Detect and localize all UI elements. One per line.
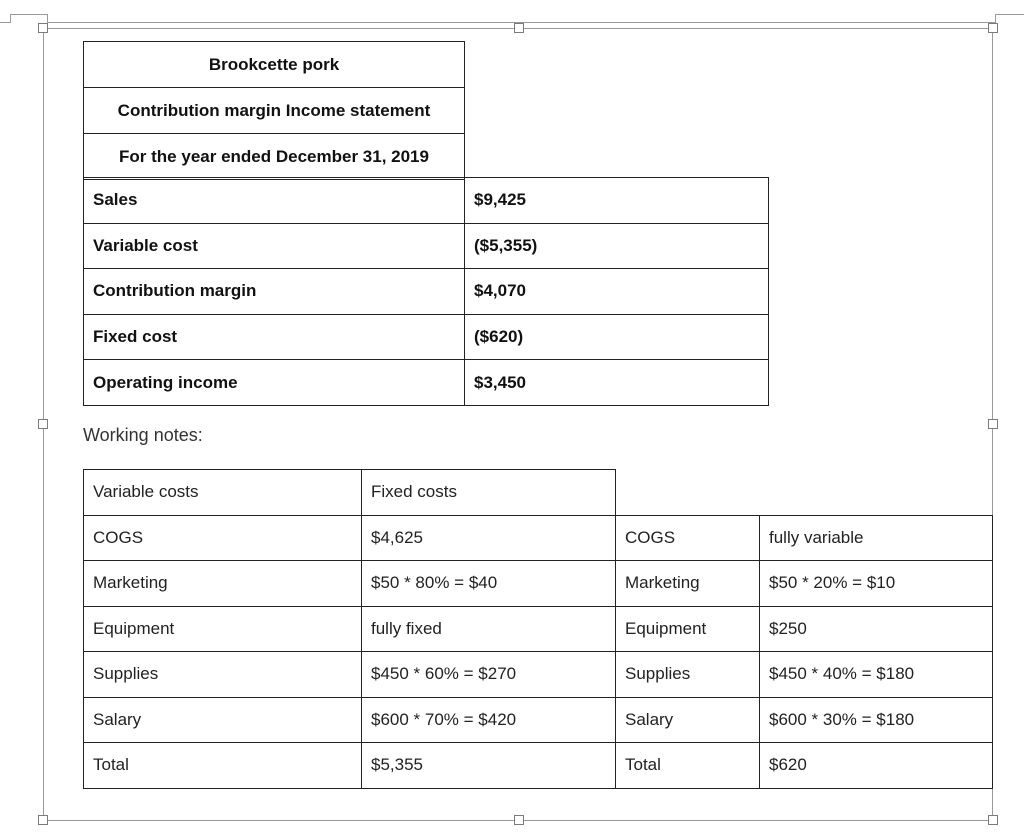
variable-label: Salary — [84, 697, 362, 743]
fixed-label: COGS — [616, 515, 760, 561]
resize-handle-top-center[interactable] — [514, 23, 524, 33]
income-statement-table — [83, 177, 769, 406]
fixed-label: Salary — [616, 697, 760, 743]
table-row — [84, 269, 769, 315]
table-header-row — [84, 470, 993, 516]
variable-value: fully fixed — [362, 606, 616, 652]
resize-handle-bottom-left[interactable] — [38, 815, 48, 825]
fixed-value: $250 — [760, 606, 993, 652]
company-name: Brookcette pork — [84, 42, 465, 88]
resize-handle-bottom-center[interactable] — [514, 815, 524, 825]
corner-tab-left — [10, 14, 48, 23]
resize-handle-middle-right[interactable] — [988, 419, 998, 429]
fixed-value: $50 * 20% = $10 — [760, 561, 993, 607]
variable-value: $450 * 60% = $270 — [362, 652, 616, 698]
fixed-label: Supplies — [616, 652, 760, 698]
fixed-value: $620 — [760, 743, 993, 789]
variable-label: Supplies — [84, 652, 362, 698]
row-value: $4,070 — [465, 269, 769, 315]
row-label: Sales — [84, 178, 465, 224]
fixed-label: Marketing — [616, 561, 760, 607]
statement-period: For the year ended December 31, 2019 — [84, 134, 465, 180]
working-notes-table — [83, 469, 993, 789]
variable-label: Equipment — [84, 606, 362, 652]
working-notes-heading: Working notes: — [83, 425, 203, 445]
fixed-value: $450 * 40% = $180 — [760, 652, 993, 698]
table-row — [84, 606, 993, 652]
row-label: Variable cost — [84, 223, 465, 269]
variable-value: $50 * 80% = $40 — [362, 561, 616, 607]
table-row — [84, 743, 993, 789]
row-label: Fixed cost — [84, 314, 465, 360]
table-row — [84, 314, 769, 360]
table-row — [84, 515, 993, 561]
resize-handle-top-right[interactable] — [988, 23, 998, 33]
variable-value: $600 * 70% = $420 — [362, 697, 616, 743]
variable-label: Total — [84, 743, 362, 789]
table-row — [84, 360, 769, 406]
fixed-costs-header: Fixed costs — [362, 470, 616, 516]
fixed-value: $600 * 30% = $180 — [760, 697, 993, 743]
resize-handle-middle-left[interactable] — [38, 419, 48, 429]
blank-cell — [616, 470, 760, 516]
variable-costs-header: Variable costs — [84, 470, 362, 516]
variable-value: $5,355 — [362, 743, 616, 789]
fixed-label: Equipment — [616, 606, 760, 652]
statement-heading-table — [83, 41, 465, 180]
variable-label: Marketing — [84, 561, 362, 607]
row-label: Contribution margin — [84, 269, 465, 315]
table-row — [84, 223, 769, 269]
variable-value: $4,625 — [362, 515, 616, 561]
table-row — [84, 697, 993, 743]
fixed-value: fully variable — [760, 515, 993, 561]
corner-tab-right — [995, 14, 1024, 23]
fixed-label: Total — [616, 743, 760, 789]
row-label: Operating income — [84, 360, 465, 406]
resize-handle-bottom-right[interactable] — [988, 815, 998, 825]
table-row — [84, 652, 993, 698]
row-value: $3,450 — [465, 360, 769, 406]
blank-cell — [760, 470, 993, 516]
row-value: ($5,355) — [465, 223, 769, 269]
ruler-top-line — [0, 22, 1024, 23]
row-value: $9,425 — [465, 178, 769, 224]
variable-label: COGS — [84, 515, 362, 561]
resize-handle-top-left[interactable] — [38, 23, 48, 33]
table-row — [84, 561, 993, 607]
table-row — [84, 178, 769, 224]
row-value: ($620) — [465, 314, 769, 360]
statement-title: Contribution margin Income statement — [84, 88, 465, 134]
